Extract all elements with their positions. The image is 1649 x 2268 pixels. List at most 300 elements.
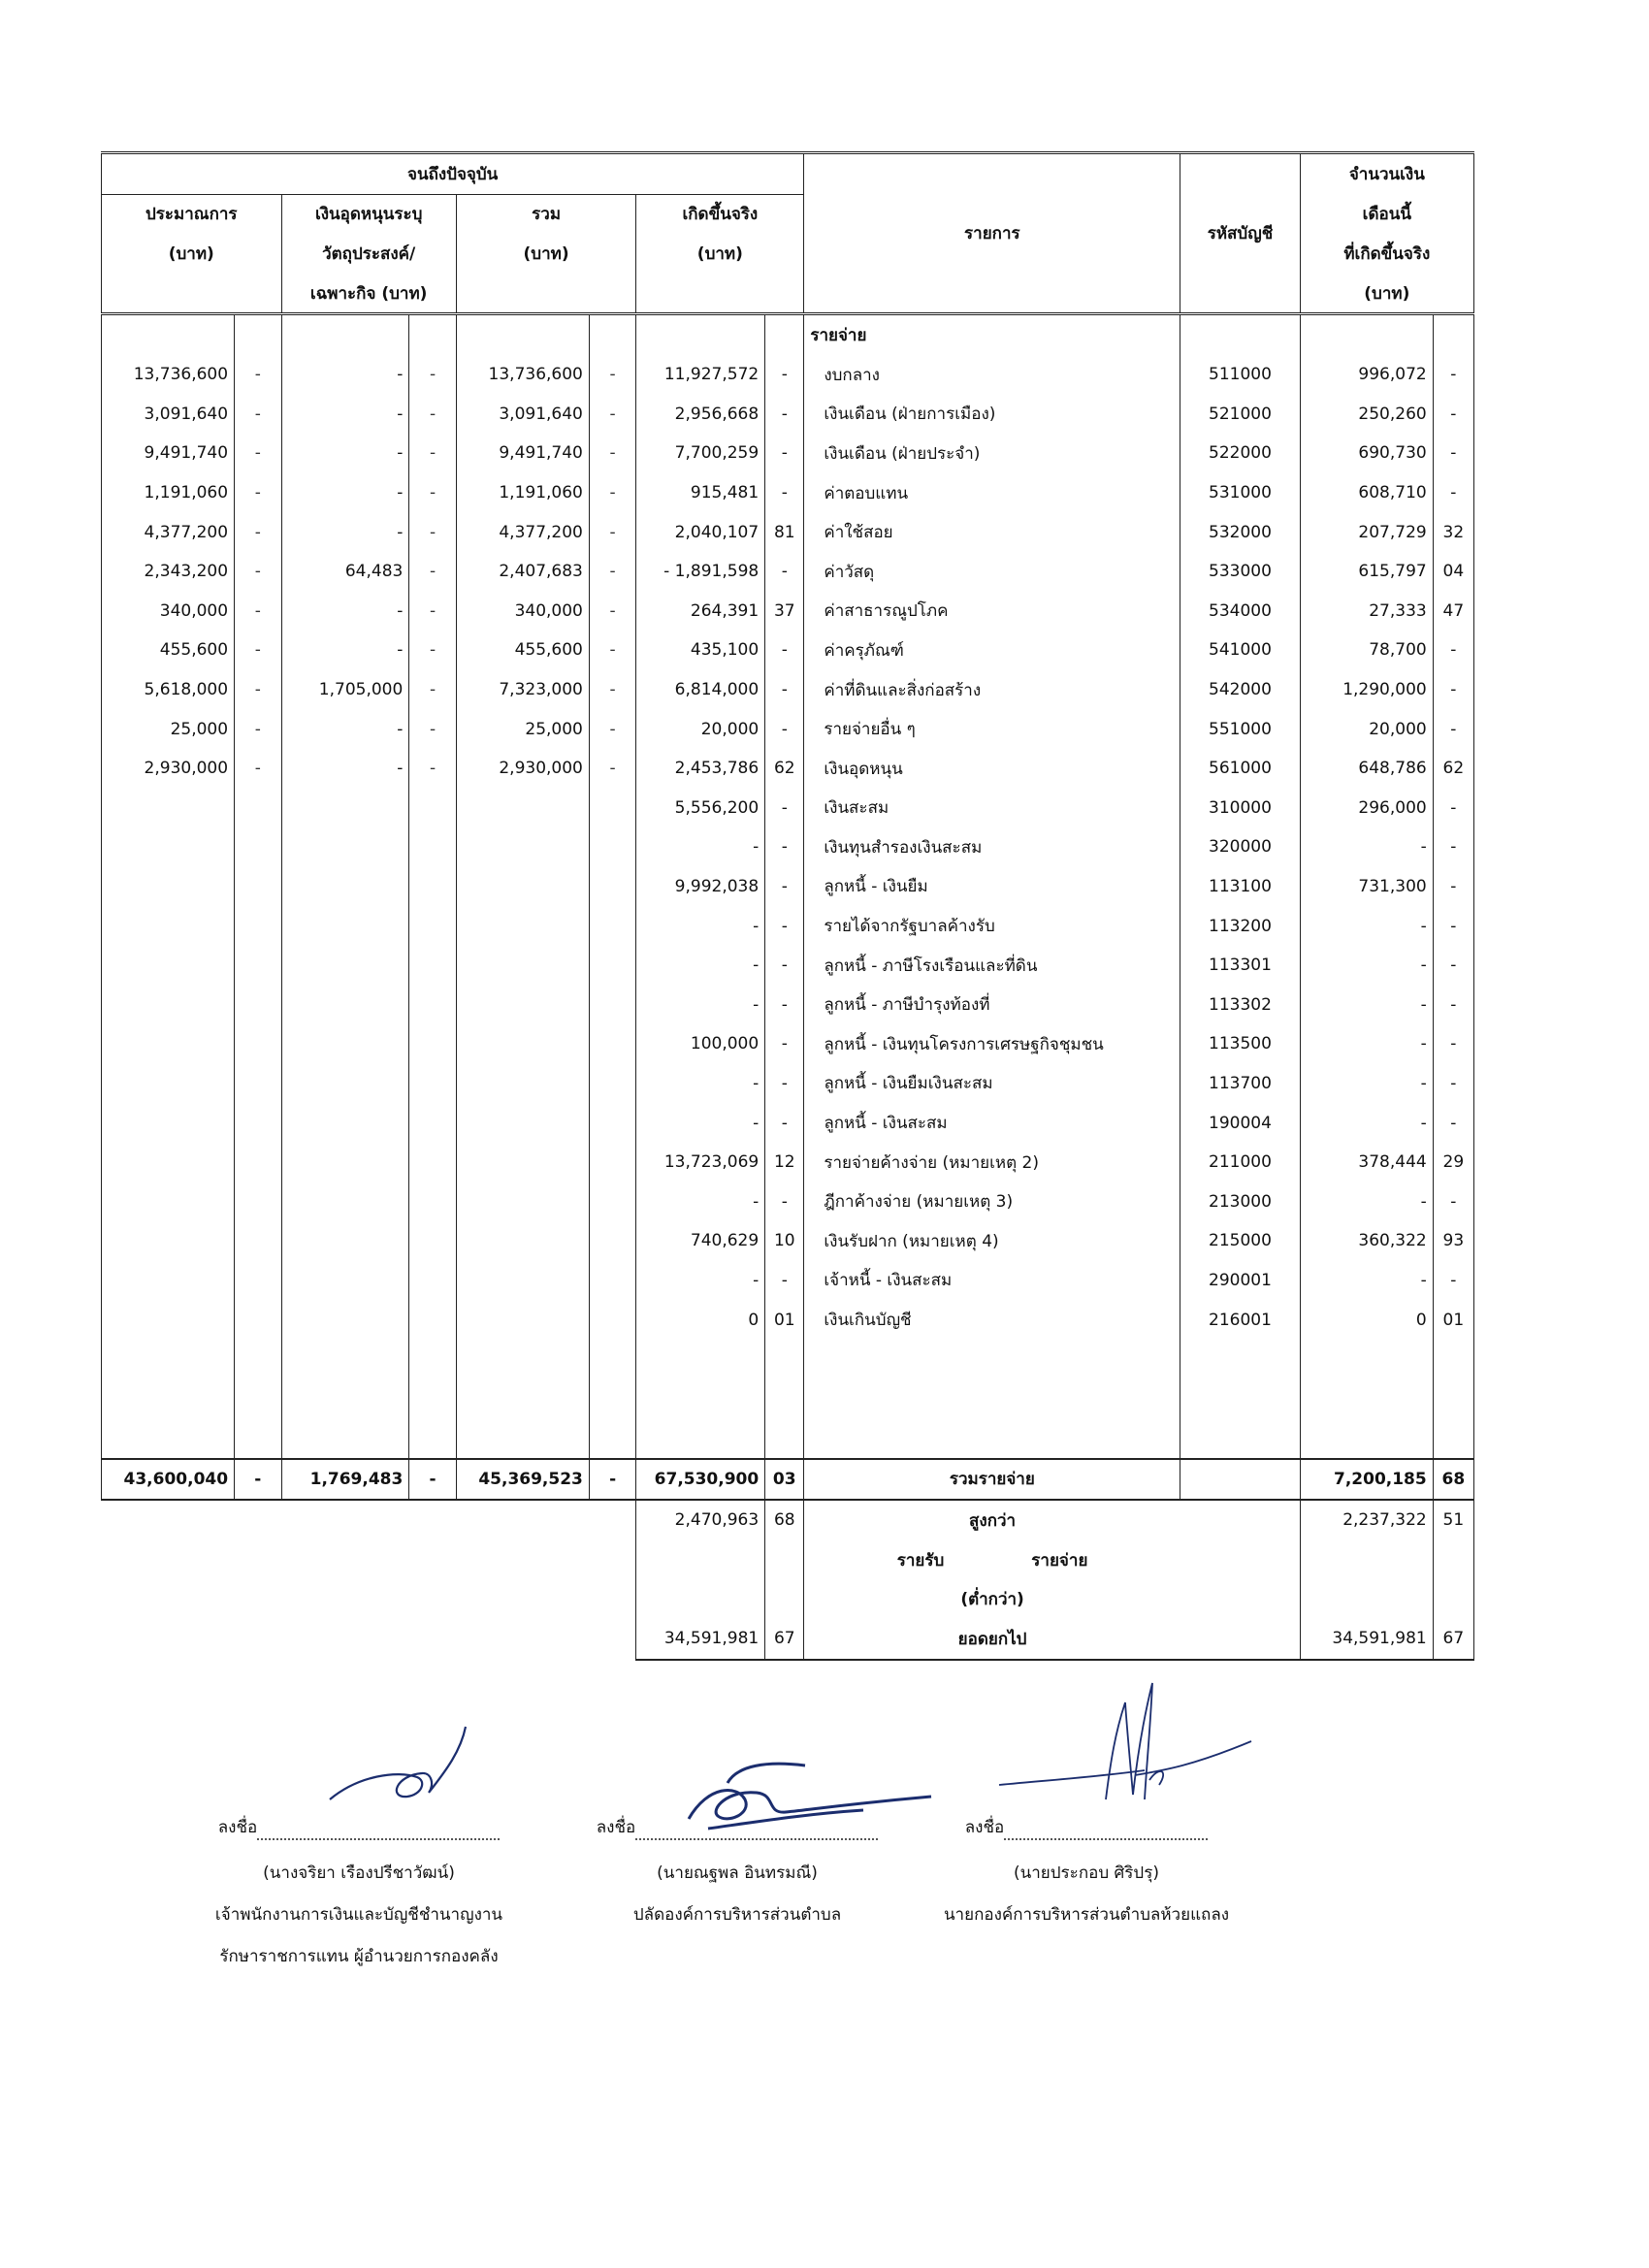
actual-column-header: เกิดขึ้นจริง xyxy=(636,194,804,234)
actual-value: - xyxy=(636,1261,765,1301)
month-value: 731,300 xyxy=(1300,867,1433,907)
total-actual-decimal: 03 xyxy=(765,1459,804,1501)
subsidy-value xyxy=(281,1024,409,1064)
budget-value xyxy=(102,1143,235,1183)
total-value xyxy=(456,1300,589,1340)
subsidy-decimal: - xyxy=(409,473,456,513)
month-value: 207,729 xyxy=(1300,512,1433,552)
account-code: 542000 xyxy=(1180,670,1300,710)
actual-decimal: 10 xyxy=(765,1221,804,1261)
total-decimal xyxy=(589,906,635,946)
subsidy-value xyxy=(281,1182,409,1221)
summary-actual-decimal xyxy=(765,1540,804,1580)
total-decimal xyxy=(589,789,635,828)
table-row xyxy=(102,592,1474,632)
subsidy-decimal xyxy=(409,827,456,867)
budget-decimal xyxy=(235,789,281,828)
budget-value xyxy=(102,1300,235,1340)
signer-position: ปลัดองค์การบริหารส่วนตำบล xyxy=(632,1905,842,1925)
summary-actual-decimal: 68 xyxy=(765,1500,804,1540)
table-row xyxy=(102,906,1474,946)
budget-value xyxy=(102,867,235,907)
item-label: รายได้จากรัฐบาลค้างรับ xyxy=(804,906,1180,946)
subsidy-value: - xyxy=(281,592,409,632)
signature-block-2 xyxy=(592,1814,883,1943)
item-label: เงินเดือน (ฝ่ายการเมือง) xyxy=(804,395,1180,435)
actual-decimal: 12 xyxy=(765,1143,804,1183)
budget-decimal xyxy=(235,1300,281,1340)
budget-decimal: - xyxy=(235,512,281,552)
total-decimal xyxy=(589,985,635,1024)
total-row xyxy=(102,1459,1474,1501)
actual-value: 20,000 xyxy=(636,709,765,749)
item-label: ค่าวัสดุ xyxy=(804,552,1180,592)
budget-decimal xyxy=(235,1143,281,1183)
account-code: 534000 xyxy=(1180,592,1300,632)
sign-label: ลงชื่อ xyxy=(217,1818,258,1837)
budget-column-header: ประมาณการ xyxy=(102,194,282,234)
total-decimal: - xyxy=(589,473,635,513)
table-row xyxy=(102,1143,1474,1183)
item-label: รายจ่ายค้างจ่าย (หมายเหตุ 2) xyxy=(804,1143,1180,1183)
subsidy-header-line1: เงินอุดหนุนระบุ xyxy=(281,194,456,234)
month-value: 996,072 xyxy=(1300,355,1433,395)
month-value: 615,797 xyxy=(1300,552,1433,592)
month-decimal: 01 xyxy=(1433,1300,1473,1340)
budget-value xyxy=(102,1103,235,1143)
budget-decimal xyxy=(235,906,281,946)
empty-row xyxy=(102,1418,1474,1459)
budget-decimal: - xyxy=(235,473,281,513)
budget-value: 3,091,640 xyxy=(102,395,235,435)
table-row xyxy=(102,1221,1474,1261)
actual-value: 2,040,107 xyxy=(636,512,765,552)
item-label: ลูกหนี้ - เงินสะสม xyxy=(804,1103,1180,1143)
total-decimal xyxy=(589,1300,635,1340)
month-decimal: - xyxy=(1433,1261,1473,1301)
actual-decimal: - xyxy=(765,867,804,907)
subsidy-decimal xyxy=(409,946,456,986)
summary-actual: 34,591,981 xyxy=(636,1619,765,1660)
month-unit: (บาท) xyxy=(1300,274,1473,314)
table-row xyxy=(102,709,1474,749)
total-value: 4,377,200 xyxy=(456,512,589,552)
total-value xyxy=(456,1103,589,1143)
item-label: เงินอุดหนุน xyxy=(804,749,1180,789)
account-code: 532000 xyxy=(1180,512,1300,552)
budget-value: 9,491,740 xyxy=(102,434,235,473)
actual-decimal: - xyxy=(765,1103,804,1143)
summary-month-decimal xyxy=(1433,1579,1473,1619)
total-decimal: - xyxy=(589,552,635,592)
month-value: 0 xyxy=(1300,1300,1433,1340)
table-row xyxy=(102,789,1474,828)
budget-decimal xyxy=(235,1182,281,1221)
table-row xyxy=(102,473,1474,513)
subsidy-decimal: - xyxy=(409,355,456,395)
signer-name: (นายประกอบ ศิริปรุ) xyxy=(1014,1863,1159,1883)
actual-value: 2,956,668 xyxy=(636,395,765,435)
table-row xyxy=(102,395,1474,435)
signer-position: นายกองค์การบริหารส่วนตำบลห้วยแถลง xyxy=(943,1905,1230,1925)
summary-actual xyxy=(636,1579,765,1619)
item-label: ค่าใช้สอย xyxy=(804,512,1180,552)
item-label: งบกลาง xyxy=(804,355,1180,395)
total-decimal xyxy=(589,1064,635,1104)
expense-report-table xyxy=(101,151,1474,1661)
subsidy-decimal xyxy=(409,867,456,907)
month-value: 378,444 xyxy=(1300,1143,1433,1183)
summary-month: 34,591,981 xyxy=(1300,1619,1433,1660)
actual-value: - xyxy=(636,1064,765,1104)
budget-decimal xyxy=(235,985,281,1024)
actual-unit: (บาท) xyxy=(636,234,804,274)
total-decimal: - xyxy=(589,592,635,632)
actual-decimal: 81 xyxy=(765,512,804,552)
item-label: ค่าครุภัณฑ์ xyxy=(804,631,1180,670)
period-header: จนถึงปัจจุบัน xyxy=(102,153,804,195)
budget-value: 2,343,200 xyxy=(102,552,235,592)
account-code: 213000 xyxy=(1180,1182,1300,1221)
summary-row xyxy=(102,1500,1474,1540)
subsidy-decimal: - xyxy=(409,512,456,552)
actual-value: 0 xyxy=(636,1300,765,1340)
item-label: รายจ่ายอื่น ๆ xyxy=(804,709,1180,749)
month-decimal: 47 xyxy=(1433,592,1473,632)
summary-row xyxy=(102,1619,1474,1660)
month-value: 296,000 xyxy=(1300,789,1433,828)
summary-label: สูงกว่า xyxy=(969,1510,1017,1531)
account-code: 113200 xyxy=(1180,906,1300,946)
account-code: 290001 xyxy=(1180,1261,1300,1301)
month-decimal: 04 xyxy=(1433,552,1473,592)
month-decimal: 32 xyxy=(1433,512,1473,552)
total-value xyxy=(456,985,589,1024)
total-decimal: - xyxy=(589,670,635,710)
table-row xyxy=(102,631,1474,670)
month-decimal: - xyxy=(1433,946,1473,986)
budget-decimal: - xyxy=(235,592,281,632)
actual-decimal: - xyxy=(765,985,804,1024)
subsidy-decimal xyxy=(409,1261,456,1301)
subsidy-value: - xyxy=(281,749,409,789)
budget-value: 25,000 xyxy=(102,709,235,749)
summary-actual-decimal xyxy=(765,1579,804,1619)
total-value xyxy=(456,867,589,907)
total-decimal xyxy=(589,867,635,907)
account-code: 522000 xyxy=(1180,434,1300,473)
account-code: 551000 xyxy=(1180,709,1300,749)
subsidy-decimal xyxy=(409,1300,456,1340)
month-value: - xyxy=(1300,1261,1433,1301)
month-header-line1: จำนวนเงิน xyxy=(1300,153,1473,195)
total-label: รวมรายจ่าย xyxy=(804,1459,1180,1501)
month-decimal: - xyxy=(1433,631,1473,670)
actual-decimal: - xyxy=(765,552,804,592)
actual-value: 11,927,572 xyxy=(636,355,765,395)
summary-row xyxy=(102,1579,1474,1619)
subsidy-decimal xyxy=(409,1103,456,1143)
item-label: ค่าที่ดินและสิ่งก่อสร้าง xyxy=(804,670,1180,710)
budget-decimal xyxy=(235,946,281,986)
subsidy-decimal xyxy=(409,1143,456,1183)
total-value: 2,930,000 xyxy=(456,749,589,789)
account-code: 511000 xyxy=(1180,355,1300,395)
section-expense-label: รายจ่าย xyxy=(804,314,1180,355)
month-decimal: - xyxy=(1433,670,1473,710)
budget-decimal: - xyxy=(235,709,281,749)
subsidy-decimal: - xyxy=(409,631,456,670)
total-value xyxy=(456,946,589,986)
subsidy-value: - xyxy=(281,355,409,395)
item-column-header: รายการ xyxy=(804,153,1180,314)
actual-decimal: 37 xyxy=(765,592,804,632)
subsidy-header-line2: วัตถุประสงค์/ xyxy=(281,234,456,274)
signature-line xyxy=(1004,1823,1208,1840)
total-value: 3,091,640 xyxy=(456,395,589,435)
subsidy-value: - xyxy=(281,395,409,435)
item-label: ค่าตอบแทน xyxy=(804,473,1180,513)
total-value: 25,000 xyxy=(456,709,589,749)
actual-value: - xyxy=(636,985,765,1024)
total-value xyxy=(456,789,589,828)
signature-line xyxy=(635,1823,878,1840)
budget-value: 5,618,000 xyxy=(102,670,235,710)
table-row xyxy=(102,1300,1474,1340)
month-value: - xyxy=(1300,1064,1433,1104)
budget-value: 455,600 xyxy=(102,631,235,670)
subsidy-decimal: - xyxy=(409,749,456,789)
signature-block-3 xyxy=(912,1814,1261,1943)
month-decimal: - xyxy=(1433,985,1473,1024)
month-value: - xyxy=(1300,985,1433,1024)
subsidy-decimal: - xyxy=(409,434,456,473)
total-total: 45,369,523 xyxy=(456,1459,589,1501)
total-value xyxy=(456,906,589,946)
budget-decimal xyxy=(235,1103,281,1143)
budget-decimal xyxy=(235,1064,281,1104)
total-month-decimal: 68 xyxy=(1433,1459,1473,1501)
month-decimal: 29 xyxy=(1433,1143,1473,1183)
signer-position-line2: รักษาราชการแทน ผู้อำนวยการกองคลัง xyxy=(219,1947,499,1966)
item-label: ลูกหนี้ - เงินยืมเงินสะสม xyxy=(804,1064,1180,1104)
subsidy-value: - xyxy=(281,631,409,670)
total-decimal: - xyxy=(589,434,635,473)
income-label: รายรับ xyxy=(896,1550,945,1571)
budget-unit: (บาท) xyxy=(102,234,282,274)
month-decimal: - xyxy=(1433,827,1473,867)
account-code: 113301 xyxy=(1180,946,1300,986)
summary-actual: 2,470,963 xyxy=(636,1500,765,1540)
sign-label: ลงชื่อ xyxy=(596,1818,636,1837)
actual-value: 100,000 xyxy=(636,1024,765,1064)
month-decimal: 93 xyxy=(1433,1221,1473,1261)
subsidy-decimal: - xyxy=(409,592,456,632)
actual-decimal: - xyxy=(765,1182,804,1221)
budget-value xyxy=(102,906,235,946)
item-label: เงินรับฝาก (หมายเหตุ 4) xyxy=(804,1221,1180,1261)
actual-decimal: - xyxy=(765,1261,804,1301)
table-row xyxy=(102,1182,1474,1221)
table-row xyxy=(102,749,1474,789)
total-value: 7,323,000 xyxy=(456,670,589,710)
subsidy-value: - xyxy=(281,473,409,513)
actual-decimal: - xyxy=(765,395,804,435)
total-total-decimal: - xyxy=(589,1459,635,1501)
account-code: 211000 xyxy=(1180,1143,1300,1183)
subsidy-value: 1,705,000 xyxy=(281,670,409,710)
signer-position: เจ้าพนักงานการเงินและบัญชีชำนาญงาน xyxy=(214,1905,503,1925)
actual-decimal: - xyxy=(765,434,804,473)
actual-value: 7,700,259 xyxy=(636,434,765,473)
empty-row xyxy=(102,1340,1474,1379)
total-value: 1,191,060 xyxy=(456,473,589,513)
account-code: 561000 xyxy=(1180,749,1300,789)
actual-value: 13,723,069 xyxy=(636,1143,765,1183)
summary-month xyxy=(1300,1540,1433,1580)
budget-value: 4,377,200 xyxy=(102,512,235,552)
subsidy-value: - xyxy=(281,512,409,552)
total-decimal xyxy=(589,946,635,986)
actual-value: 5,556,200 xyxy=(636,789,765,828)
subsidy-value: - xyxy=(281,434,409,473)
budget-value xyxy=(102,1024,235,1064)
total-value: 9,491,740 xyxy=(456,434,589,473)
actual-value: - xyxy=(636,1103,765,1143)
month-value: 648,786 xyxy=(1300,749,1433,789)
table-row xyxy=(102,827,1474,867)
month-decimal: - xyxy=(1433,1182,1473,1221)
item-label: ค่าสาธารณูปโภค xyxy=(804,592,1180,632)
month-decimal: - xyxy=(1433,1024,1473,1064)
subsidy-value xyxy=(281,1261,409,1301)
total-column-header: รวม xyxy=(456,194,636,234)
total-decimal: - xyxy=(589,512,635,552)
table-row xyxy=(102,552,1474,592)
account-code: 521000 xyxy=(1180,395,1300,435)
month-decimal: - xyxy=(1433,473,1473,513)
carry-forward-label: ยอดยกไป xyxy=(804,1619,1180,1660)
actual-value: - xyxy=(636,1182,765,1221)
total-month: 7,200,185 xyxy=(1300,1459,1433,1501)
account-code: 541000 xyxy=(1180,631,1300,670)
month-value: 78,700 xyxy=(1300,631,1433,670)
month-decimal: - xyxy=(1433,906,1473,946)
subsidy-value xyxy=(281,1221,409,1261)
budget-decimal xyxy=(235,1261,281,1301)
actual-value: - xyxy=(636,906,765,946)
actual-value: 9,992,038 xyxy=(636,867,765,907)
budget-decimal: - xyxy=(235,670,281,710)
actual-decimal: - xyxy=(765,789,804,828)
item-label: ฎีกาค้างจ่าย (หมายเหตุ 3) xyxy=(804,1182,1180,1221)
actual-decimal: - xyxy=(765,1064,804,1104)
actual-value: 2,453,786 xyxy=(636,749,765,789)
month-decimal: - xyxy=(1433,867,1473,907)
month-value: - xyxy=(1300,1182,1433,1221)
signature-1-image xyxy=(320,1717,475,1824)
subsidy-value xyxy=(281,906,409,946)
budget-decimal: - xyxy=(235,631,281,670)
subsidy-value xyxy=(281,1064,409,1104)
budget-value: 2,930,000 xyxy=(102,749,235,789)
table-row xyxy=(102,434,1474,473)
total-value xyxy=(456,1024,589,1064)
table-row xyxy=(102,1261,1474,1301)
item-label: เงินทุนสำรองเงินสะสม xyxy=(804,827,1180,867)
budget-decimal: - xyxy=(235,749,281,789)
expense-label: รายจ่าย xyxy=(1031,1550,1088,1571)
month-decimal: - xyxy=(1433,1103,1473,1143)
table-row xyxy=(102,867,1474,907)
subsidy-value xyxy=(281,1103,409,1143)
month-decimal: - xyxy=(1433,789,1473,828)
account-code: 190004 xyxy=(1180,1103,1300,1143)
subsidy-decimal: - xyxy=(409,670,456,710)
subsidy-value xyxy=(281,1143,409,1183)
total-budget: 43,600,040 xyxy=(102,1459,235,1501)
total-decimal xyxy=(589,1103,635,1143)
month-value: - xyxy=(1300,1103,1433,1143)
summary-actual xyxy=(636,1540,765,1580)
total-value: 2,407,683 xyxy=(456,552,589,592)
total-actual: 67,530,900 xyxy=(636,1459,765,1501)
month-value: 690,730 xyxy=(1300,434,1433,473)
account-code: 531000 xyxy=(1180,473,1300,513)
total-decimal xyxy=(589,1024,635,1064)
month-value: 608,710 xyxy=(1300,473,1433,513)
empty-row xyxy=(102,1378,1474,1418)
total-value: 455,600 xyxy=(456,631,589,670)
signer-name: (นายณฐพล อินทรมณี) xyxy=(657,1863,818,1883)
month-header-line2: เดือนนี้ xyxy=(1300,194,1473,234)
account-code: 320000 xyxy=(1180,827,1300,867)
actual-value: 435,100 xyxy=(636,631,765,670)
summary-actual-decimal: 67 xyxy=(765,1619,804,1660)
actual-value: 264,391 xyxy=(636,592,765,632)
subsidy-value xyxy=(281,827,409,867)
subsidy-value: 64,483 xyxy=(281,552,409,592)
item-label: ลูกหนี้ - ภาษีโรงเรือนและที่ดิน xyxy=(804,946,1180,986)
total-subsidy: 1,769,483 xyxy=(281,1459,409,1501)
subsidy-decimal xyxy=(409,1182,456,1221)
total-value xyxy=(456,1143,589,1183)
item-label: เงินสะสม xyxy=(804,789,1180,828)
total-decimal: - xyxy=(589,631,635,670)
table-row xyxy=(102,512,1474,552)
subsidy-value xyxy=(281,789,409,828)
subsidy-decimal xyxy=(409,1221,456,1261)
month-decimal: - xyxy=(1433,434,1473,473)
actual-value: 6,814,000 xyxy=(636,670,765,710)
month-decimal: 62 xyxy=(1433,749,1473,789)
account-code: 113500 xyxy=(1180,1024,1300,1064)
budget-value xyxy=(102,1182,235,1221)
total-value xyxy=(456,1182,589,1221)
actual-value: - xyxy=(636,946,765,986)
total-decimal xyxy=(589,1182,635,1221)
month-value: 250,260 xyxy=(1300,395,1433,435)
actual-value: 915,481 xyxy=(636,473,765,513)
table-row xyxy=(102,1064,1474,1104)
account-code: 216001 xyxy=(1180,1300,1300,1340)
subsidy-decimal: - xyxy=(409,395,456,435)
month-value: 360,322 xyxy=(1300,1221,1433,1261)
month-value: - xyxy=(1300,906,1433,946)
total-value xyxy=(456,1261,589,1301)
actual-value: - 1,891,598 xyxy=(636,552,765,592)
total-value: 340,000 xyxy=(456,592,589,632)
